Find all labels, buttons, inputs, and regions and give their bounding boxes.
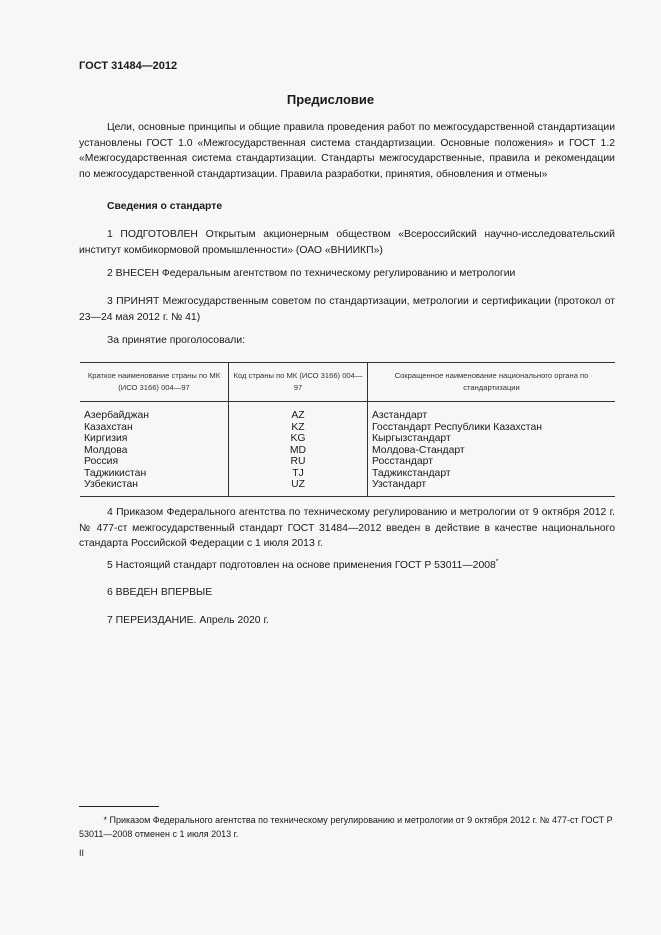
footnote-marker: *	[495, 558, 499, 566]
standards-body: Кыргызстандарт	[368, 433, 616, 445]
table-row	[80, 456, 615, 468]
country-name: Азербайджан	[84, 410, 149, 421]
table-row	[80, 479, 615, 496]
item-1-paragraph: 1 ПОДГОТОВЛЕН Открытым акционерным обществом «Всероссийский научно-исследовательский институт комбикормовой промышленности» (ОАО «ВНИИКП»)	[79, 229, 615, 256]
table-row	[80, 468, 615, 480]
standards-body: Госстандарт Республики Казахстан	[368, 422, 616, 434]
footnote-divider	[79, 806, 159, 807]
table-row	[80, 422, 615, 434]
table-row	[80, 433, 615, 445]
item-5-paragraph	[79, 558, 615, 574]
item-6-paragraph: 6 ВВЕДЕН ВПЕРВЫЕ	[107, 587, 213, 598]
country-code: MD	[229, 445, 368, 457]
table-header-row	[80, 363, 615, 402]
header-country-name: Краткое наименование страны по МК (ИСО 3166) 004—97	[80, 363, 229, 402]
country-name: Россия	[84, 456, 119, 467]
item-5-text: 5 Настоящий стандарт подготовлен на основе применения ГОСТ Р 53011—2008	[107, 560, 496, 571]
footnote	[79, 813, 619, 841]
country-name: Таджикистан	[84, 467, 147, 479]
page-title: Предисловие	[286, 92, 375, 107]
voting-table	[80, 362, 615, 497]
item-3-paragraph: 3 ПРИНЯТ Межгосударственным советом по стандартизации, метрологии и сертификации (протокол от 23—24 мая 2012 г. № 41)	[79, 296, 615, 323]
footnote-text: Приказом Федерального агентства по техническому регулированию и метрологии от 9 октября 2012 г. № 477-ст ГОСТ Р 53011—2008 отменен с 1 июля 2013 г.	[79, 815, 613, 839]
table-row	[80, 445, 615, 457]
standards-body: Азстандарт	[368, 402, 616, 422]
intro-paragraph: Цели, основные принципы и общие правила проведения работ по межгосударственной стандартизации установлены ГОСТ 1.0 «Межгосударственная система стандартизации. Основные положения» и ГОСТ 1.2 «Межгосударственная система стандартизации. Стандарты межгосударственные, правила и рекомендации по межгосударственной стандартизации. Правила разработки, принятия, обновления и отмены»	[79, 122, 615, 180]
standards-body: Молдова-Стандарт	[368, 445, 616, 457]
country-code: KZ	[229, 422, 368, 434]
document-code: ГОСТ 31484—2012	[79, 60, 178, 72]
country-name: Казахстан	[84, 421, 133, 433]
vote-intro: За принятие проголосовали:	[107, 335, 246, 346]
header-country-code: Код страны по МК (ИСО 3166) 004—97	[229, 363, 368, 402]
country-code: AZ	[229, 402, 368, 422]
standards-body: Росстандарт	[368, 456, 616, 468]
country-code: KG	[229, 433, 368, 445]
country-name: Узбекистан	[80, 479, 229, 496]
footnote-mark: *	[103, 815, 107, 825]
country-code: RU	[229, 456, 368, 468]
country-code: TJ	[229, 468, 368, 480]
standards-body: Узстандарт	[368, 479, 616, 496]
item-2-paragraph: 2 ВНЕСЕН Федеральным агентством по техническому регулированию и метрологии	[107, 268, 516, 279]
table-row	[80, 402, 615, 422]
country-name: Молдова	[84, 444, 128, 456]
section-heading: Сведения о стандарте	[107, 201, 223, 212]
country-name: Киргизия	[84, 433, 128, 444]
item-7-paragraph: 7 ПЕРЕИЗДАНИЕ. Апрель 2020 г.	[107, 615, 269, 626]
item-4-paragraph: 4 Приказом Федерального агентства по техническому регулированию и метрологии от 9 октября 2012 г. № 477-ст межгосударственный стандарт ГОСТ 31484—2012 введен в действие в качестве национального стандарта Российской Федерации с 1 июля 2013 г.	[79, 507, 615, 550]
country-code: UZ	[229, 479, 368, 496]
page-number: II	[79, 848, 85, 858]
header-standards-body: Сокращенное наименование национального органа по стандартизации	[368, 363, 616, 402]
standards-body: Таджикстандарт	[368, 468, 616, 480]
